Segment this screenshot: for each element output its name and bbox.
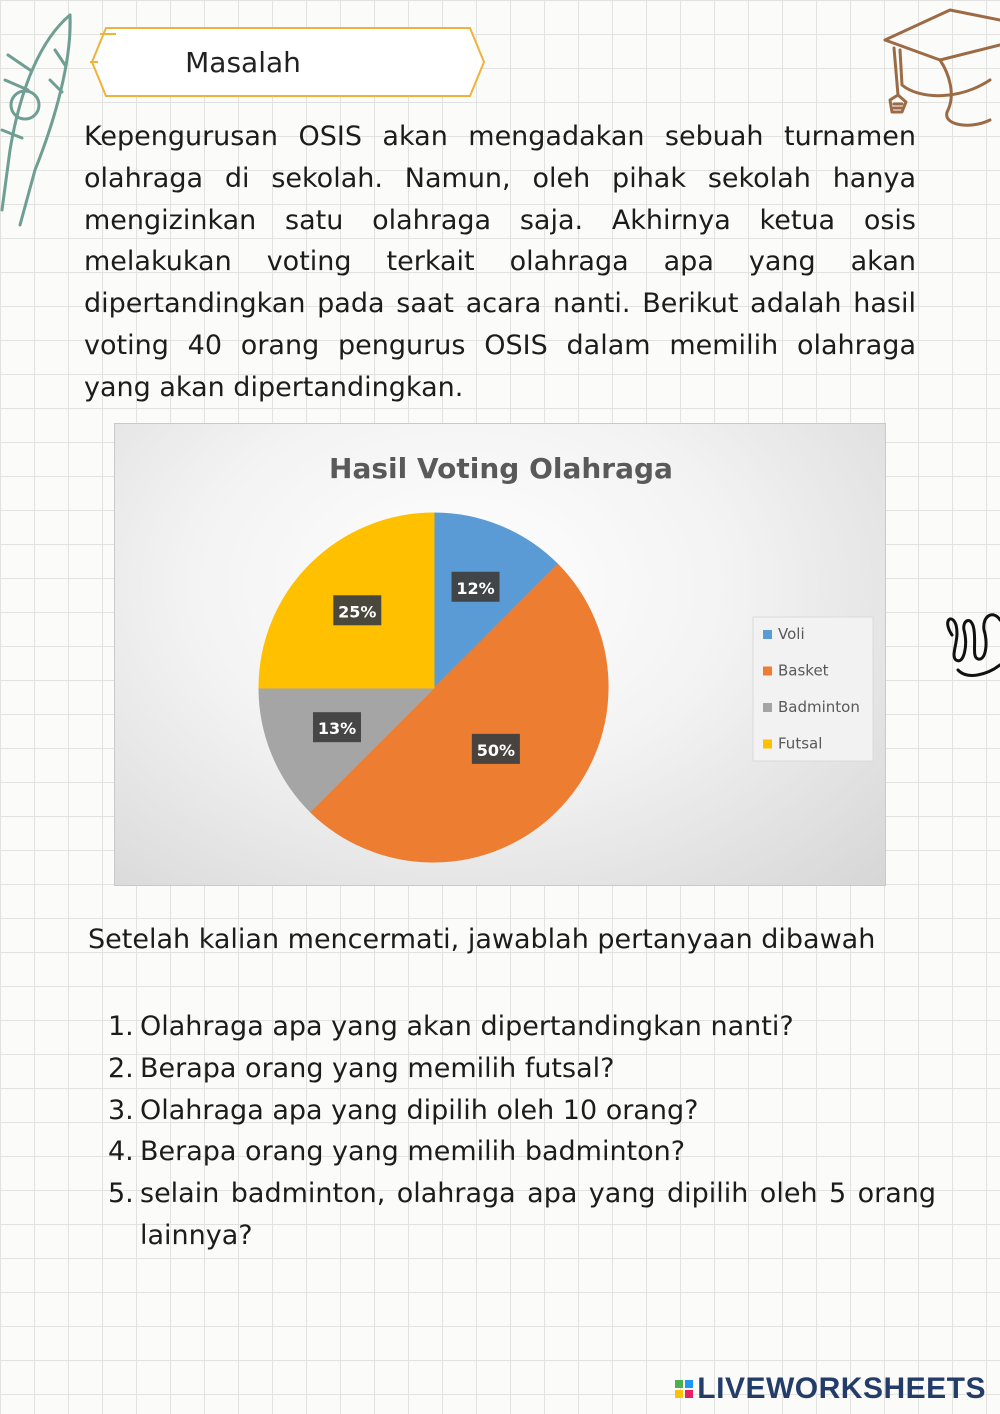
legend-label-voli: Voli [778,625,805,643]
data-label-futsal: 25% [338,602,377,622]
question-item: 3. Olahraga apa yang dipilih oleh 10 orang? [108,1090,936,1132]
brand-logo-icon [675,1380,693,1398]
pie-chart-svg [115,424,887,887]
liveworksheets-brand[interactable] [675,1372,986,1406]
brand-name: LIVEWORKSHEETS [697,1372,986,1405]
legend-swatch-futsal [763,740,772,749]
question-item: 4. Berapa orang yang memilih badminton? [108,1131,936,1173]
question-text: Berapa orang yang memilih futsal? [140,1052,615,1084]
data-label-badminton: 13% [317,719,357,739]
question-text: Berapa orang yang memilih badminton? [140,1136,686,1168]
rocket-doodle-icon [0,10,80,240]
legend-swatch-voli [763,630,772,639]
pie-chart [114,423,886,886]
header-tab [88,24,488,100]
chart-title: Hasil Voting Olahraga [329,452,673,485]
section-title: Masalah [185,45,301,79]
legend-label-futsal: Futsal [778,734,823,753]
data-label-basket: 50% [476,740,516,760]
question-text: Olahraga apa yang akan dipertandingkan nanti? [140,1011,794,1042]
data-label-voli: 12% [456,578,495,598]
question-text: Olahraga apa yang dipilih oleh 10 orang? [140,1094,699,1126]
question-text: selain badminton, olahraga apa yang dipilih oleh 5 orang lainnya? [140,1178,936,1251]
question-list [108,1006,936,1257]
question-item: 5. selain badminton, olahraga apa yang dipilih oleh 5 orang lainnya? [108,1173,936,1257]
question-item: 2. Berapa orang yang memilih futsal? [108,1048,936,1090]
problem-paragraph: Kepengurusan OSIS akan mengadakan sebuah turnamen olahraga di sekolah. Namun, oleh pihak sekolah hanya mengizinkan satu olahraga saja. Akhirnya ketua osis melakukan voting terkait olahraga apa yang akan dipertandingkan pada saat acara nanti. Berikut adalah hasil voting 40 orang pengurus OSIS dalam memilih olahraga yang akan dipertandingkan. [84,121,916,403]
legend-swatch-basket [763,667,772,676]
legend-swatch-badminton [763,703,772,712]
legend-label-badminton: Badminton [778,698,860,716]
question-item: 1. Olahraga apa yang akan dipertandingkan nanti? [108,1006,936,1048]
legend-label-basket: Basket [778,661,829,680]
instruction-text: Setelah kalian mencermati, jawablah pertanyaan dibawah [88,924,876,955]
squiggle-doodle-icon [942,585,1000,680]
